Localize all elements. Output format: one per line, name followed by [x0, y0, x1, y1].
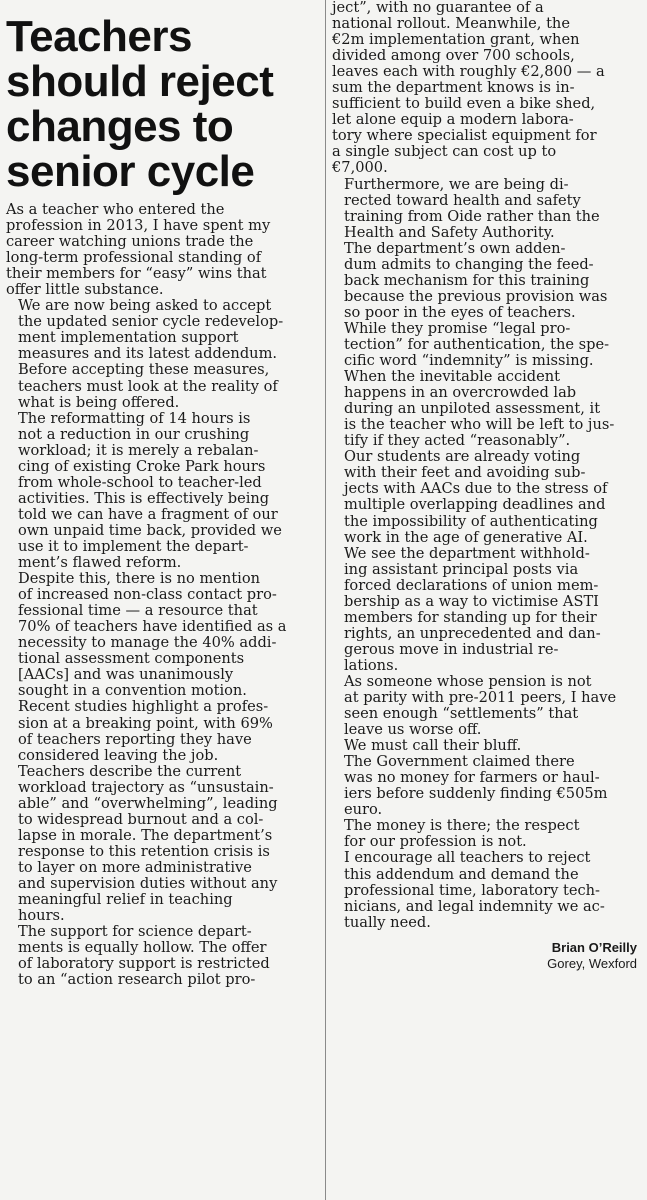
text-line: tional assessment components — [18, 650, 245, 668]
paragraph — [332, 241, 637, 321]
headline — [6, 14, 318, 194]
text-line: Teachers describe the current — [18, 762, 242, 780]
text-line: of laboratory support is restricted — [18, 955, 270, 973]
text-line: [AACs] and was unanimously — [18, 666, 234, 684]
text-line: gerous move in industrial re- — [344, 640, 559, 658]
text-line: Despite this, there is no mention — [18, 570, 261, 588]
text-line: €7,000. — [332, 159, 388, 177]
text-line: career watching unions trade the — [6, 233, 254, 251]
text-line: told we can have a fragment of our — [18, 505, 278, 523]
text-line: When the inevitable accident — [344, 368, 561, 386]
text-line: lations. — [344, 656, 399, 674]
text-line: lapse in morale. The department’s — [18, 826, 273, 844]
text-line: multiple overlapping deadlines and — [344, 496, 606, 514]
text-line: €2m implementation grant, when — [332, 31, 580, 49]
text-line: activities. This is effectively being — [18, 489, 270, 507]
text-line: sum the department knows is in- — [332, 79, 575, 97]
text-line: ment’s flawed reform. — [18, 554, 182, 572]
text-line: 70% of teachers have identified as a — [18, 618, 287, 636]
text-line: was no money for farmers or haul- — [344, 769, 600, 787]
headline-line: should reject — [6, 57, 274, 106]
text-line: this addendum and demand the — [344, 865, 579, 883]
text-line: While they promise “legal pro- — [344, 319, 571, 337]
text-line: workload trajectory as “unsustain- — [18, 778, 274, 796]
text-line: The support for science depart- — [18, 923, 252, 941]
text-line: with their feet and avoiding sub- — [344, 464, 586, 482]
text-line: We must call their bluff. — [344, 737, 522, 755]
paragraph — [6, 411, 318, 571]
paragraph — [332, 850, 637, 930]
signature-block — [332, 939, 637, 972]
text-line: hours. — [18, 907, 65, 925]
text-line: The reformatting of 14 hours is — [18, 409, 251, 427]
text-line: necessity to manage the 40% addi- — [18, 634, 277, 652]
text-line: national rollout. Meanwhile, the — [332, 15, 570, 33]
text-line: fessional time — a resource that — [18, 602, 258, 620]
text-line: nicians, and legal indemnity we ac- — [344, 897, 605, 915]
text-line: to widespread burnout and a col- — [18, 810, 264, 828]
text-line: meaningful relief in teaching — [18, 891, 233, 909]
text-line: The department’s own adden- — [344, 239, 566, 257]
text-line: use it to implement the depart- — [18, 537, 249, 555]
text-line: at parity with pre-2011 peers, I have — [344, 689, 617, 707]
text-line: We are now being asked to accept — [18, 297, 272, 315]
text-line: the updated senior cycle redevelop- — [18, 313, 284, 331]
text-line: divided among over 700 schools, — [332, 47, 575, 65]
text-line: Our students are already voting — [344, 448, 581, 466]
text-line: their members for “easy” wins that — [6, 265, 267, 283]
paragraph — [332, 177, 637, 241]
text-line: Health and Safety Authority. — [344, 223, 555, 241]
left-column-body — [6, 202, 318, 988]
paragraph — [332, 321, 637, 449]
paragraph — [332, 0, 637, 177]
text-line: during an unpiloted assessment, it — [344, 400, 601, 418]
paragraph — [6, 764, 318, 924]
author-location: Gorey, Wexford — [547, 955, 637, 971]
text-line: tify if they acted “reasonably”. — [344, 432, 571, 450]
text-line: of increased non-class contact pro- — [18, 586, 277, 604]
text-line: own unpaid time back, provided we — [18, 521, 282, 539]
text-line: work in the age of generative AI. — [344, 528, 588, 546]
text-line: a single subject can cost up to — [332, 143, 557, 161]
text-line: of teachers reporting they have — [18, 730, 252, 748]
right-column-body — [332, 0, 637, 931]
text-line: euro. — [344, 801, 383, 819]
right-column — [332, 0, 637, 972]
paragraph — [6, 202, 318, 298]
text-line: sion at a breaking point, with 69% — [18, 714, 273, 732]
text-line: Before accepting these measures, — [18, 361, 270, 379]
text-line: sought in a convention motion. — [18, 682, 247, 700]
paragraph — [332, 449, 637, 545]
paragraph — [332, 818, 637, 850]
author-name: Brian O’Reilly — [551, 939, 637, 955]
text-line: profession in 2013, I have spent my — [6, 217, 271, 235]
text-line: so poor in the eyes of teachers. — [344, 303, 576, 321]
text-line: to an “action research pilot pro- — [18, 971, 256, 989]
text-line: I encourage all teachers to reject — [344, 849, 591, 867]
text-line: Furthermore, we are being di- — [344, 175, 569, 193]
text-line: and supervision duties without any — [18, 874, 278, 892]
headline-line: changes to — [6, 102, 234, 151]
text-line: leave us worse off. — [344, 721, 482, 739]
text-line: iers before suddenly finding €505m — [344, 785, 608, 803]
text-line: ing assistant principal posts via — [344, 560, 579, 578]
paragraph — [6, 571, 318, 699]
text-line: ject”, with no guarantee of a — [332, 0, 544, 16]
text-line: able” and “overwhelming”, leading — [18, 794, 278, 812]
paragraph — [6, 298, 318, 410]
paragraph — [6, 699, 318, 763]
text-line: ments is equally hollow. The offer — [18, 939, 267, 957]
paragraph — [332, 674, 637, 738]
text-line: is the teacher who will be left to jus- — [344, 416, 615, 434]
text-line: forced declarations of union mem- — [344, 576, 599, 594]
text-line: not a reduction in our crushing — [18, 425, 250, 443]
text-line: ment implementation support — [18, 329, 239, 347]
text-line: teachers must look at the reality of — [18, 377, 278, 395]
text-line: professional time, laboratory tech- — [344, 881, 600, 899]
text-line: cing of existing Croke Park hours — [18, 457, 266, 475]
paragraph — [6, 924, 318, 988]
text-line: Recent studies highlight a profes- — [18, 698, 269, 716]
text-line: happens in an overcrowded lab — [344, 384, 577, 402]
text-line: bership as a way to victimise ASTI — [344, 592, 599, 610]
text-line: jects with AACs due to the stress of — [344, 480, 608, 498]
text-line: measures and its latest addendum. — [18, 345, 278, 363]
column-divider — [325, 0, 326, 1200]
text-line: dum admits to changing the feed- — [344, 255, 594, 273]
text-line: response to this retention crisis is — [18, 842, 270, 860]
text-line: As someone whose pension is not — [344, 672, 592, 690]
headline-line: Teachers — [6, 12, 192, 61]
text-line: We see the department withhold- — [344, 544, 590, 562]
text-line: rected toward health and safety — [344, 191, 581, 209]
text-line: let alone equip a modern labora- — [332, 111, 574, 129]
paragraph — [332, 754, 637, 818]
text-line: what is being offered. — [18, 393, 180, 411]
text-line: from whole-school to teacher-led — [18, 473, 262, 491]
paragraph — [332, 546, 637, 674]
text-line: leaves each with roughly €2,800 — a — [332, 63, 605, 81]
text-line: The money is there; the respect — [344, 817, 580, 835]
text-line: because the previous provision was — [344, 287, 608, 305]
text-line: As a teacher who entered the — [6, 201, 225, 218]
text-line: back mechanism for this training — [344, 271, 590, 289]
text-line: rights, an unprecedented and dan- — [344, 624, 601, 642]
text-line: tory where specialist equipment for — [332, 127, 597, 145]
text-line: to layer on more administrative — [18, 858, 252, 876]
headline-line: senior cycle — [6, 147, 255, 196]
text-line: training from Oide rather than the — [344, 207, 600, 225]
left-column — [6, 0, 318, 988]
text-line: for our profession is not. — [344, 833, 527, 851]
text-line: sufficient to build even a bike shed, — [332, 95, 596, 113]
text-line: seen enough “settlements” that — [344, 705, 579, 723]
paragraph — [332, 738, 637, 754]
text-line: members for standing up for their — [344, 608, 597, 626]
text-line: the impossibility of authenticating — [344, 512, 598, 530]
text-line: tection” for authentication, the spe- — [344, 335, 610, 353]
text-line: long-term professional standing of — [6, 249, 262, 267]
text-line: cific word “indemnity” is missing. — [344, 352, 594, 370]
text-line: The Government claimed there — [344, 753, 575, 771]
text-line: workload; it is merely a rebalan- — [18, 441, 259, 459]
text-line: tually need. — [344, 913, 431, 931]
text-line: offer little substance. — [6, 281, 164, 299]
text-line: considered leaving the job. — [18, 746, 219, 764]
